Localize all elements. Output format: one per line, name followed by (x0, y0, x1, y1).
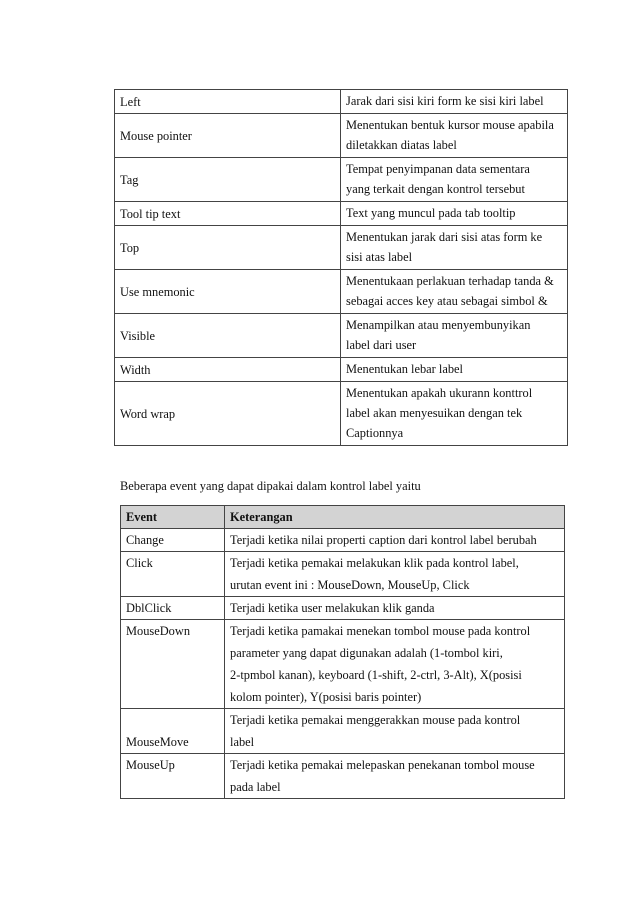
property-name: Use mnemonic (115, 270, 341, 314)
event-name: Click (121, 552, 225, 597)
table-row (115, 114, 568, 158)
property-description: Menentukan lebar label (341, 358, 568, 382)
property-name: Word wrap (115, 382, 341, 446)
column-header-event: Event (121, 506, 225, 529)
property-description: Text yang muncul pada tab tooltip (341, 202, 568, 226)
table-header-row (121, 506, 565, 529)
event-name: Change (121, 529, 225, 552)
property-name: Tag (115, 158, 341, 202)
table-row (115, 90, 568, 114)
property-name: Mouse pointer (115, 114, 341, 158)
properties-table (114, 89, 568, 446)
property-description: Tempat penyimpanan data sementara yang terkait dengan kontrol tersebut (341, 158, 568, 202)
event-name: MouseMove (121, 709, 225, 754)
property-name: Width (115, 358, 341, 382)
event-description: Terjadi ketika pemakai melakukan klik pada kontrol label, urutan event ini : MouseDown, MouseUp, Click (225, 552, 565, 597)
table-row (115, 270, 568, 314)
event-description: Terjadi ketika pamakai menekan tombol mouse pada kontrol parameter yang dapat digunakan adalah (1-tombol kiri, 2-tpmbol kanan), keyboard (1-shift, 2-ctrl, 3-Alt), X(posisi kolom pointer), Y(posisi baris pointer) (225, 620, 565, 709)
property-description: Jarak dari sisi kiri form ke sisi kiri label (341, 90, 568, 114)
event-description: Terjadi ketika pemakai melepaskan penekanan tombol mouse pada label (225, 754, 565, 799)
property-name: Left (115, 90, 341, 114)
table-row (121, 754, 565, 799)
table-row (121, 597, 565, 620)
events-intro-text: Beberapa event yang dapat dipakai dalam kontrol label yaitu (120, 479, 421, 493)
table-row (121, 620, 565, 709)
event-name: MouseDown (121, 620, 225, 709)
table-row (121, 709, 565, 754)
table-row (115, 314, 568, 358)
table-row (115, 358, 568, 382)
table-row (115, 226, 568, 270)
event-name: DblClick (121, 597, 225, 620)
property-description: Menentukaan perlakuan terhadap tanda & sebagai acces key atau sebagai simbol & (341, 270, 568, 314)
event-description: Terjadi ketika user melakukan klik ganda (225, 597, 565, 620)
event-description: Terjadi ketika pemakai menggerakkan mouse pada kontrol label (225, 709, 565, 754)
table-row (121, 552, 565, 597)
property-description: Menampilkan atau menyembunyikan label dari user (341, 314, 568, 358)
property-name: Top (115, 226, 341, 270)
property-description: Menentukan bentuk kursor mouse apabila diletakkan diatas label (341, 114, 568, 158)
table-row (115, 382, 568, 446)
property-description: Menentukan jarak dari sisi atas form ke sisi atas label (341, 226, 568, 270)
event-description: Terjadi ketika nilai properti caption dari kontrol label berubah (225, 529, 565, 552)
column-header-description: Keterangan (225, 506, 565, 529)
event-name: MouseUp (121, 754, 225, 799)
property-name: Visible (115, 314, 341, 358)
property-name: Tool tip text (115, 202, 341, 226)
property-description: Menentukan apakah ukurann konttrol label akan menyesuikan dengan tek Captionnya (341, 382, 568, 446)
table-row (115, 202, 568, 226)
table-row (121, 529, 565, 552)
table-row (115, 158, 568, 202)
events-table (120, 505, 565, 799)
